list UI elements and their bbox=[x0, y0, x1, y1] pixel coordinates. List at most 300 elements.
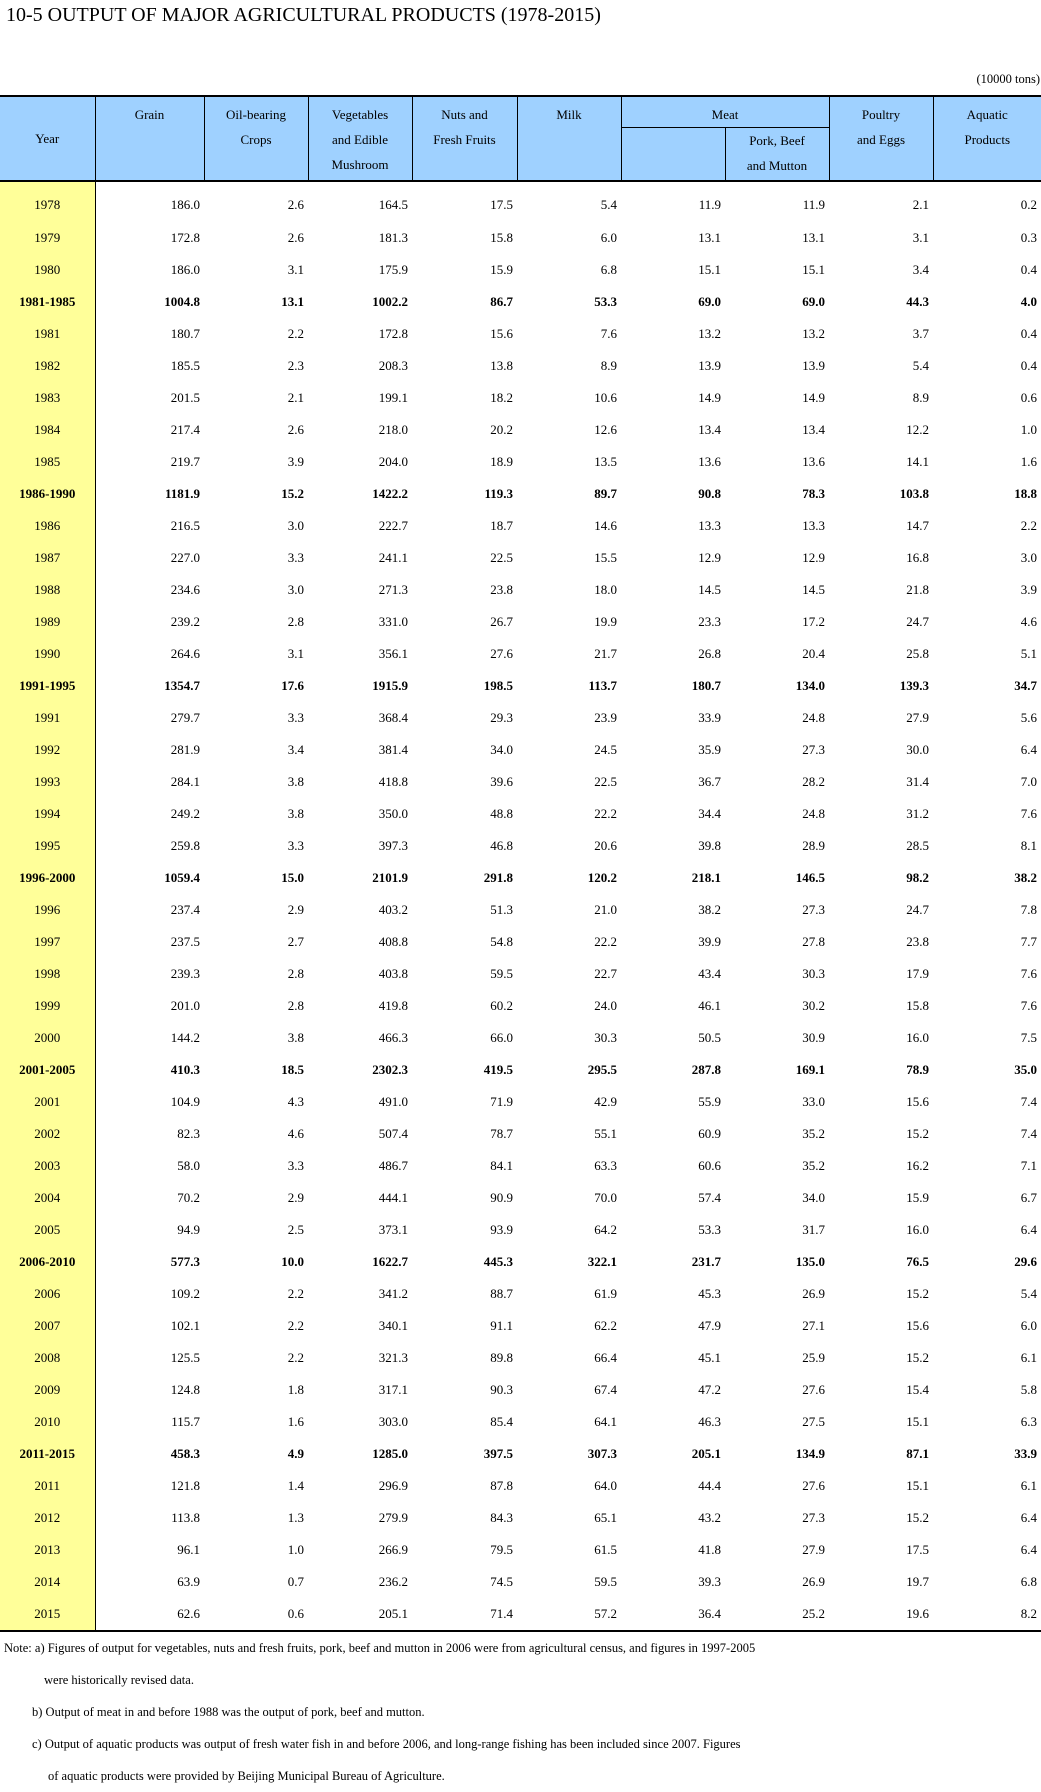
value-cell: 15.6 bbox=[490, 326, 513, 341]
value-cell: 13.1 bbox=[698, 230, 721, 245]
value-cell: 27.3 bbox=[802, 1510, 825, 1525]
value-cell: 53.3 bbox=[594, 294, 617, 309]
value-cell: 22.2 bbox=[594, 934, 617, 949]
table-row bbox=[0, 1118, 1041, 1150]
value-cell: 6.4 bbox=[1020, 1222, 1037, 1237]
value-cell: 28.2 bbox=[802, 774, 825, 789]
table-row bbox=[0, 862, 1041, 894]
value-cell: 22.2 bbox=[594, 806, 617, 821]
year-cell: 1980 bbox=[0, 254, 95, 286]
value-cell: 8.9 bbox=[600, 358, 617, 373]
header-nuts-line: Fresh Fruits bbox=[433, 132, 496, 147]
value-cell: 85.4 bbox=[490, 1414, 513, 1429]
value-cell: 14.9 bbox=[698, 390, 721, 405]
value-cell: 218.1 bbox=[691, 870, 721, 885]
table-row bbox=[0, 414, 1041, 446]
notes bbox=[4, 1632, 755, 1792]
value-cell: 259.8 bbox=[170, 838, 200, 853]
value-cell: 13.2 bbox=[802, 326, 825, 341]
value-cell: 303.0 bbox=[378, 1414, 408, 1429]
year-cell: 1979 bbox=[0, 222, 95, 254]
header-veg-line: Vegetables bbox=[331, 107, 389, 122]
value-cell: 6.8 bbox=[1020, 1574, 1037, 1589]
value-cell: 2.2 bbox=[1020, 518, 1037, 533]
value-cell: 46.8 bbox=[490, 838, 513, 853]
value-cell: 18.8 bbox=[1014, 486, 1037, 501]
value-cell: 60.9 bbox=[698, 1126, 721, 1141]
value-cell: 30.3 bbox=[594, 1030, 617, 1045]
value-cell: 15.1 bbox=[906, 1478, 929, 1493]
table-row bbox=[0, 510, 1041, 542]
value-cell: 341.2 bbox=[378, 1286, 408, 1301]
table-row bbox=[0, 638, 1041, 670]
value-cell: 27.6 bbox=[802, 1382, 825, 1397]
note-a: Note: a) Figures of output for vegetables, nuts and fresh fruits, pork, beef and mutton in 2006 were from agricultural census, and figures in 1997-2005 bbox=[4, 1641, 756, 1655]
value-cell: 264.6 bbox=[170, 646, 200, 661]
table-row bbox=[0, 990, 1041, 1022]
value-cell: 5.4 bbox=[1020, 1286, 1037, 1301]
value-cell: 186.0 bbox=[170, 262, 200, 277]
value-cell: 15.1 bbox=[906, 1414, 929, 1429]
value-cell: 7.4 bbox=[1020, 1094, 1037, 1109]
value-cell: 27.3 bbox=[802, 902, 825, 917]
value-cell: 48.8 bbox=[490, 806, 513, 821]
table-row bbox=[0, 1374, 1041, 1406]
value-cell: 3.1 bbox=[287, 262, 304, 277]
value-cell: 144.2 bbox=[170, 1030, 200, 1045]
value-cell: 12.9 bbox=[698, 550, 721, 565]
value-cell: 1915.9 bbox=[372, 678, 408, 693]
value-cell: 13.1 bbox=[281, 294, 304, 309]
value-cell: 266.9 bbox=[378, 1542, 408, 1557]
value-cell: 35.0 bbox=[1014, 1062, 1037, 1077]
year-cell: 2010 bbox=[0, 1406, 95, 1438]
header-nuts bbox=[412, 96, 517, 181]
year-cell: 1998 bbox=[0, 958, 95, 990]
value-cell: 217.4 bbox=[170, 422, 200, 437]
value-cell: 0.6 bbox=[204, 1598, 308, 1631]
table-row bbox=[0, 1182, 1041, 1214]
value-cell: 91.1 bbox=[490, 1318, 513, 1333]
value-cell: 397.3 bbox=[378, 838, 408, 853]
value-cell: 2.3 bbox=[287, 358, 304, 373]
value-cell: 1002.2 bbox=[372, 294, 408, 309]
value-cell: 16.2 bbox=[906, 1158, 929, 1173]
value-cell: 26.9 bbox=[802, 1574, 825, 1589]
value-cell: 20.2 bbox=[490, 422, 513, 437]
value-cell: 86.7 bbox=[490, 294, 513, 309]
value-cell: 90.9 bbox=[490, 1190, 513, 1205]
value-cell: 419.8 bbox=[378, 998, 408, 1013]
value-cell: 27.6 bbox=[802, 1478, 825, 1493]
value-cell: 3.8 bbox=[287, 806, 304, 821]
value-cell: 139.3 bbox=[899, 678, 929, 693]
value-cell: 60.2 bbox=[490, 998, 513, 1013]
value-cell: 2.1 bbox=[912, 197, 929, 212]
value-cell: 62.6 bbox=[95, 1598, 204, 1631]
value-cell: 17.5 bbox=[906, 1542, 929, 1557]
value-cell: 1285.0 bbox=[372, 1446, 408, 1461]
year-cell: 2011 bbox=[0, 1470, 95, 1502]
value-cell: 63.9 bbox=[177, 1574, 200, 1589]
value-cell: 34.7 bbox=[1014, 678, 1037, 693]
header-aquatic-line: Products bbox=[964, 132, 1010, 147]
value-cell: 53.3 bbox=[698, 1222, 721, 1237]
value-cell: 120.2 bbox=[587, 870, 617, 885]
value-cell: 84.1 bbox=[490, 1158, 513, 1173]
value-cell: 36.4 bbox=[621, 1598, 725, 1631]
value-cell: 20.4 bbox=[802, 646, 825, 661]
value-cell: 13.2 bbox=[698, 326, 721, 341]
header-aquatic-line: Aquatic bbox=[966, 107, 1008, 122]
value-cell: 15.2 bbox=[906, 1286, 929, 1301]
value-cell: 27.5 bbox=[802, 1414, 825, 1429]
value-cell: 13.3 bbox=[698, 518, 721, 533]
value-cell: 577.3 bbox=[170, 1254, 200, 1269]
value-cell: 284.1 bbox=[170, 774, 200, 789]
value-cell: 47.2 bbox=[698, 1382, 721, 1397]
year-cell: 1993 bbox=[0, 766, 95, 798]
value-cell: 76.5 bbox=[906, 1254, 929, 1269]
table-row bbox=[0, 1246, 1041, 1278]
value-cell: 2.5 bbox=[287, 1222, 304, 1237]
value-cell: 6.4 bbox=[1020, 742, 1037, 757]
value-cell: 13.4 bbox=[802, 422, 825, 437]
value-cell: 24.0 bbox=[594, 998, 617, 1013]
value-cell: 15.2 bbox=[906, 1350, 929, 1365]
value-cell: 7.0 bbox=[1020, 774, 1037, 789]
value-cell: 78.3 bbox=[802, 486, 825, 501]
value-cell: 15.6 bbox=[906, 1318, 929, 1333]
value-cell: 18.9 bbox=[490, 454, 513, 469]
table-row bbox=[0, 222, 1041, 254]
value-cell: 0.4 bbox=[1020, 358, 1037, 373]
year-cell: 2012 bbox=[0, 1502, 95, 1534]
value-cell: 321.3 bbox=[378, 1350, 408, 1365]
value-cell: 239.2 bbox=[170, 614, 200, 629]
header-year: Year bbox=[0, 96, 95, 181]
value-cell: 1422.2 bbox=[372, 486, 408, 501]
header-pork-line: and Mutton bbox=[746, 158, 808, 173]
value-cell: 64.0 bbox=[594, 1478, 617, 1493]
value-cell: 2.2 bbox=[287, 1350, 304, 1365]
value-cell: 70.0 bbox=[594, 1190, 617, 1205]
year-cell: 1994 bbox=[0, 798, 95, 830]
table-row bbox=[0, 446, 1041, 478]
value-cell: 0.6 bbox=[1020, 390, 1037, 405]
value-cell: 4.6 bbox=[287, 1126, 304, 1141]
table-row bbox=[0, 574, 1041, 606]
value-cell: 113.7 bbox=[588, 678, 617, 693]
value-cell: 403.2 bbox=[378, 902, 408, 917]
value-cell: 4.6 bbox=[1020, 614, 1037, 629]
value-cell: 39.9 bbox=[698, 934, 721, 949]
value-cell: 16.0 bbox=[906, 1222, 929, 1237]
header-aquatic bbox=[933, 96, 1041, 181]
value-cell: 10.0 bbox=[281, 1254, 304, 1269]
value-cell: 1059.4 bbox=[164, 870, 200, 885]
value-cell: 25.9 bbox=[802, 1350, 825, 1365]
year-cell: 1983 bbox=[0, 382, 95, 414]
table-row bbox=[0, 798, 1041, 830]
value-cell: 5.8 bbox=[1020, 1382, 1037, 1397]
value-cell: 17.5 bbox=[490, 197, 513, 212]
value-cell: 1.0 bbox=[287, 1542, 304, 1557]
year-cell: 1991-1995 bbox=[0, 670, 95, 702]
note-a-continued: were historically revised data. bbox=[44, 1673, 194, 1687]
value-cell: 2.8 bbox=[287, 614, 304, 629]
value-cell: 89.8 bbox=[490, 1350, 513, 1365]
value-cell: 0.4 bbox=[1020, 326, 1037, 341]
value-cell: 7.7 bbox=[1020, 934, 1037, 949]
value-cell: 71.4 bbox=[412, 1598, 517, 1631]
value-cell: 50.5 bbox=[698, 1030, 721, 1045]
value-cell: 3.0 bbox=[287, 582, 304, 597]
value-cell: 0.2 bbox=[1020, 197, 1037, 212]
year-cell: 2002 bbox=[0, 1118, 95, 1150]
value-cell: 10.6 bbox=[594, 390, 617, 405]
value-cell: 45.3 bbox=[698, 1286, 721, 1301]
value-cell: 24.8 bbox=[802, 710, 825, 725]
value-cell: 6.1 bbox=[1020, 1350, 1037, 1365]
year-cell: 1981-1985 bbox=[0, 286, 95, 318]
value-cell: 84.3 bbox=[490, 1510, 513, 1525]
value-cell: 125.5 bbox=[170, 1350, 200, 1365]
value-cell: 236.2 bbox=[378, 1574, 408, 1589]
value-cell: 39.3 bbox=[698, 1574, 721, 1589]
value-cell: 30.2 bbox=[802, 998, 825, 1013]
table-row bbox=[0, 606, 1041, 638]
value-cell: 6.4 bbox=[1020, 1510, 1037, 1525]
table-row bbox=[0, 1502, 1041, 1534]
header-row bbox=[0, 96, 1041, 128]
value-cell: 67.4 bbox=[594, 1382, 617, 1397]
value-cell: 6.0 bbox=[1020, 1318, 1037, 1333]
value-cell: 5.4 bbox=[600, 197, 617, 212]
value-cell: 1.8 bbox=[287, 1382, 304, 1397]
header-oil bbox=[204, 96, 308, 181]
table-row bbox=[0, 958, 1041, 990]
value-cell: 287.8 bbox=[691, 1062, 721, 1077]
value-cell: 31.4 bbox=[906, 774, 929, 789]
value-cell: 15.2 bbox=[906, 1510, 929, 1525]
value-cell: 146.5 bbox=[795, 870, 825, 885]
value-cell: 281.9 bbox=[170, 742, 200, 757]
year-cell: 1981 bbox=[0, 318, 95, 350]
table-row bbox=[0, 1214, 1041, 1246]
header-veg-line: Mushroom bbox=[331, 157, 389, 172]
value-cell: 164.5 bbox=[378, 197, 408, 212]
year-cell: 1978 bbox=[0, 181, 95, 222]
table-row bbox=[0, 1086, 1041, 1118]
value-cell: 34.0 bbox=[802, 1190, 825, 1205]
value-cell: 0.7 bbox=[287, 1574, 304, 1589]
value-cell: 169.1 bbox=[795, 1062, 825, 1077]
value-cell: 6.3 bbox=[1020, 1414, 1037, 1429]
value-cell: 3.9 bbox=[1020, 582, 1037, 597]
year-cell: 1996 bbox=[0, 894, 95, 926]
value-cell: 69.0 bbox=[698, 294, 721, 309]
value-cell: 96.1 bbox=[177, 1542, 200, 1557]
value-cell: 350.0 bbox=[378, 806, 408, 821]
year-cell: 1997 bbox=[0, 926, 95, 958]
year-cell: 1999 bbox=[0, 990, 95, 1022]
value-cell: 418.8 bbox=[378, 774, 408, 789]
value-cell: 61.5 bbox=[594, 1542, 617, 1557]
value-cell: 35.2 bbox=[802, 1126, 825, 1141]
value-cell: 3.8 bbox=[287, 774, 304, 789]
value-cell: 13.6 bbox=[698, 454, 721, 469]
header-milk: Milk bbox=[517, 96, 621, 181]
value-cell: 119.3 bbox=[484, 486, 513, 501]
table-row bbox=[0, 670, 1041, 702]
value-cell: 7.6 bbox=[600, 326, 617, 341]
year-cell: 1984 bbox=[0, 414, 95, 446]
value-cell: 419.5 bbox=[483, 1062, 513, 1077]
value-cell: 42.9 bbox=[594, 1094, 617, 1109]
value-cell: 27.8 bbox=[802, 934, 825, 949]
value-cell: 14.5 bbox=[802, 582, 825, 597]
header-grain: Grain bbox=[95, 96, 204, 181]
value-cell: 46.3 bbox=[698, 1414, 721, 1429]
value-cell: 64.2 bbox=[594, 1222, 617, 1237]
year-cell: 2001-2005 bbox=[0, 1054, 95, 1086]
value-cell: 172.8 bbox=[378, 326, 408, 341]
value-cell: 205.1 bbox=[308, 1598, 412, 1631]
value-cell: 15.2 bbox=[281, 486, 304, 501]
value-cell: 63.3 bbox=[594, 1158, 617, 1173]
value-cell: 26.7 bbox=[490, 614, 513, 629]
value-cell: 222.7 bbox=[378, 518, 408, 533]
header-meat-total bbox=[621, 128, 725, 182]
value-cell: 13.8 bbox=[490, 358, 513, 373]
value-cell: 368.4 bbox=[378, 710, 408, 725]
value-cell: 109.2 bbox=[170, 1286, 200, 1301]
value-cell: 0.4 bbox=[1020, 262, 1037, 277]
value-cell: 15.8 bbox=[906, 998, 929, 1013]
table-row bbox=[0, 350, 1041, 382]
value-cell: 14.5 bbox=[698, 582, 721, 597]
value-cell: 13.4 bbox=[698, 422, 721, 437]
value-cell: 231.7 bbox=[691, 1254, 721, 1269]
year-cell: 2006-2010 bbox=[0, 1246, 95, 1278]
value-cell: 3.1 bbox=[912, 230, 929, 245]
table-row bbox=[0, 830, 1041, 862]
value-cell: 1004.8 bbox=[164, 294, 200, 309]
value-cell: 11.9 bbox=[802, 197, 825, 212]
value-cell: 134.9 bbox=[795, 1446, 825, 1461]
note-b: b) Output of meat in and before 1988 was the output of pork, beef and mutton. bbox=[32, 1705, 425, 1719]
table-body bbox=[0, 181, 1041, 1631]
value-cell: 30.9 bbox=[802, 1030, 825, 1045]
value-cell: 43.2 bbox=[698, 1510, 721, 1525]
note-c-continued: of aquatic products were provided by Beijing Municipal Bureau of Agriculture. bbox=[48, 1769, 445, 1783]
value-cell: 237.4 bbox=[170, 902, 200, 917]
value-cell: 3.1 bbox=[287, 646, 304, 661]
value-cell: 64.1 bbox=[594, 1414, 617, 1429]
header-veg-line: and Edible bbox=[332, 132, 388, 147]
page-title: 10-5 OUTPUT OF MAJOR AGRICULTURAL PRODUCTS (1978-2015) bbox=[6, 4, 601, 26]
value-cell: 201.0 bbox=[170, 998, 200, 1013]
value-cell: 66.4 bbox=[594, 1350, 617, 1365]
value-cell: 14.9 bbox=[802, 390, 825, 405]
value-cell: 121.8 bbox=[170, 1478, 200, 1493]
value-cell: 7.5 bbox=[1020, 1030, 1037, 1045]
value-cell: 408.8 bbox=[378, 934, 408, 949]
value-cell: 3.0 bbox=[1020, 550, 1037, 565]
value-cell: 82.3 bbox=[177, 1126, 200, 1141]
value-cell: 1.6 bbox=[287, 1414, 304, 1429]
value-cell: 15.1 bbox=[698, 262, 721, 277]
value-cell: 90.3 bbox=[490, 1382, 513, 1397]
value-cell: 15.9 bbox=[906, 1190, 929, 1205]
value-cell: 34.0 bbox=[490, 742, 513, 757]
year-cell: 1996-2000 bbox=[0, 862, 95, 894]
note-c: c) Output of aquatic products was output of fresh water fish in and before 2006, and long-range fishing has been included since 2007. Figures bbox=[32, 1737, 741, 1751]
value-cell: 25.2 bbox=[725, 1598, 829, 1631]
value-cell: 3.0 bbox=[287, 518, 304, 533]
year-cell: 2003 bbox=[0, 1150, 95, 1182]
value-cell: 4.9 bbox=[287, 1446, 304, 1461]
value-cell: 62.2 bbox=[594, 1318, 617, 1333]
value-cell: 13.5 bbox=[594, 454, 617, 469]
year-cell: 1991 bbox=[0, 702, 95, 734]
value-cell: 227.0 bbox=[170, 550, 200, 565]
value-cell: 21.0 bbox=[594, 902, 617, 917]
value-cell: 2.7 bbox=[287, 934, 304, 949]
value-cell: 208.3 bbox=[378, 358, 408, 373]
value-cell: 17.6 bbox=[281, 678, 304, 693]
year-cell: 2011-2015 bbox=[0, 1438, 95, 1470]
value-cell: 20.6 bbox=[594, 838, 617, 853]
value-cell: 241.1 bbox=[378, 550, 408, 565]
value-cell: 185.5 bbox=[170, 358, 200, 373]
value-cell: 3.9 bbox=[287, 454, 304, 469]
value-cell: 307.3 bbox=[587, 1446, 617, 1461]
value-cell: 201.5 bbox=[170, 390, 200, 405]
header-oil-line: Oil-bearing bbox=[226, 107, 286, 122]
value-cell: 296.9 bbox=[378, 1478, 408, 1493]
value-cell: 25.8 bbox=[906, 646, 929, 661]
value-cell: 5.1 bbox=[1020, 646, 1037, 661]
value-cell: 27.6 bbox=[490, 646, 513, 661]
value-cell: 239.3 bbox=[170, 966, 200, 981]
value-cell: 1.6 bbox=[1020, 454, 1037, 469]
value-cell: 1.4 bbox=[287, 1478, 304, 1493]
value-cell: 7.1 bbox=[1020, 1158, 1037, 1173]
value-cell: 103.8 bbox=[899, 486, 929, 501]
table-row bbox=[0, 542, 1041, 574]
value-cell: 6.8 bbox=[600, 262, 617, 277]
header-poultry-line: Poultry bbox=[861, 107, 901, 122]
value-cell: 88.7 bbox=[490, 1286, 513, 1301]
year-cell: 2008 bbox=[0, 1342, 95, 1374]
header-poultry-line: and Eggs bbox=[856, 132, 906, 147]
table-row bbox=[0, 478, 1041, 510]
value-cell: 15.0 bbox=[281, 870, 304, 885]
value-cell: 199.1 bbox=[378, 390, 408, 405]
value-cell: 1181.9 bbox=[164, 486, 200, 501]
value-cell: 36.7 bbox=[698, 774, 721, 789]
value-cell: 458.3 bbox=[170, 1446, 200, 1461]
year-cell: 1992 bbox=[0, 734, 95, 766]
value-cell: 21.7 bbox=[594, 646, 617, 661]
header-meat: Meat bbox=[621, 96, 829, 128]
value-cell: 15.1 bbox=[802, 262, 825, 277]
value-cell: 7.8 bbox=[1020, 902, 1037, 917]
value-cell: 1622.7 bbox=[372, 1254, 408, 1269]
value-cell: 24.5 bbox=[594, 742, 617, 757]
